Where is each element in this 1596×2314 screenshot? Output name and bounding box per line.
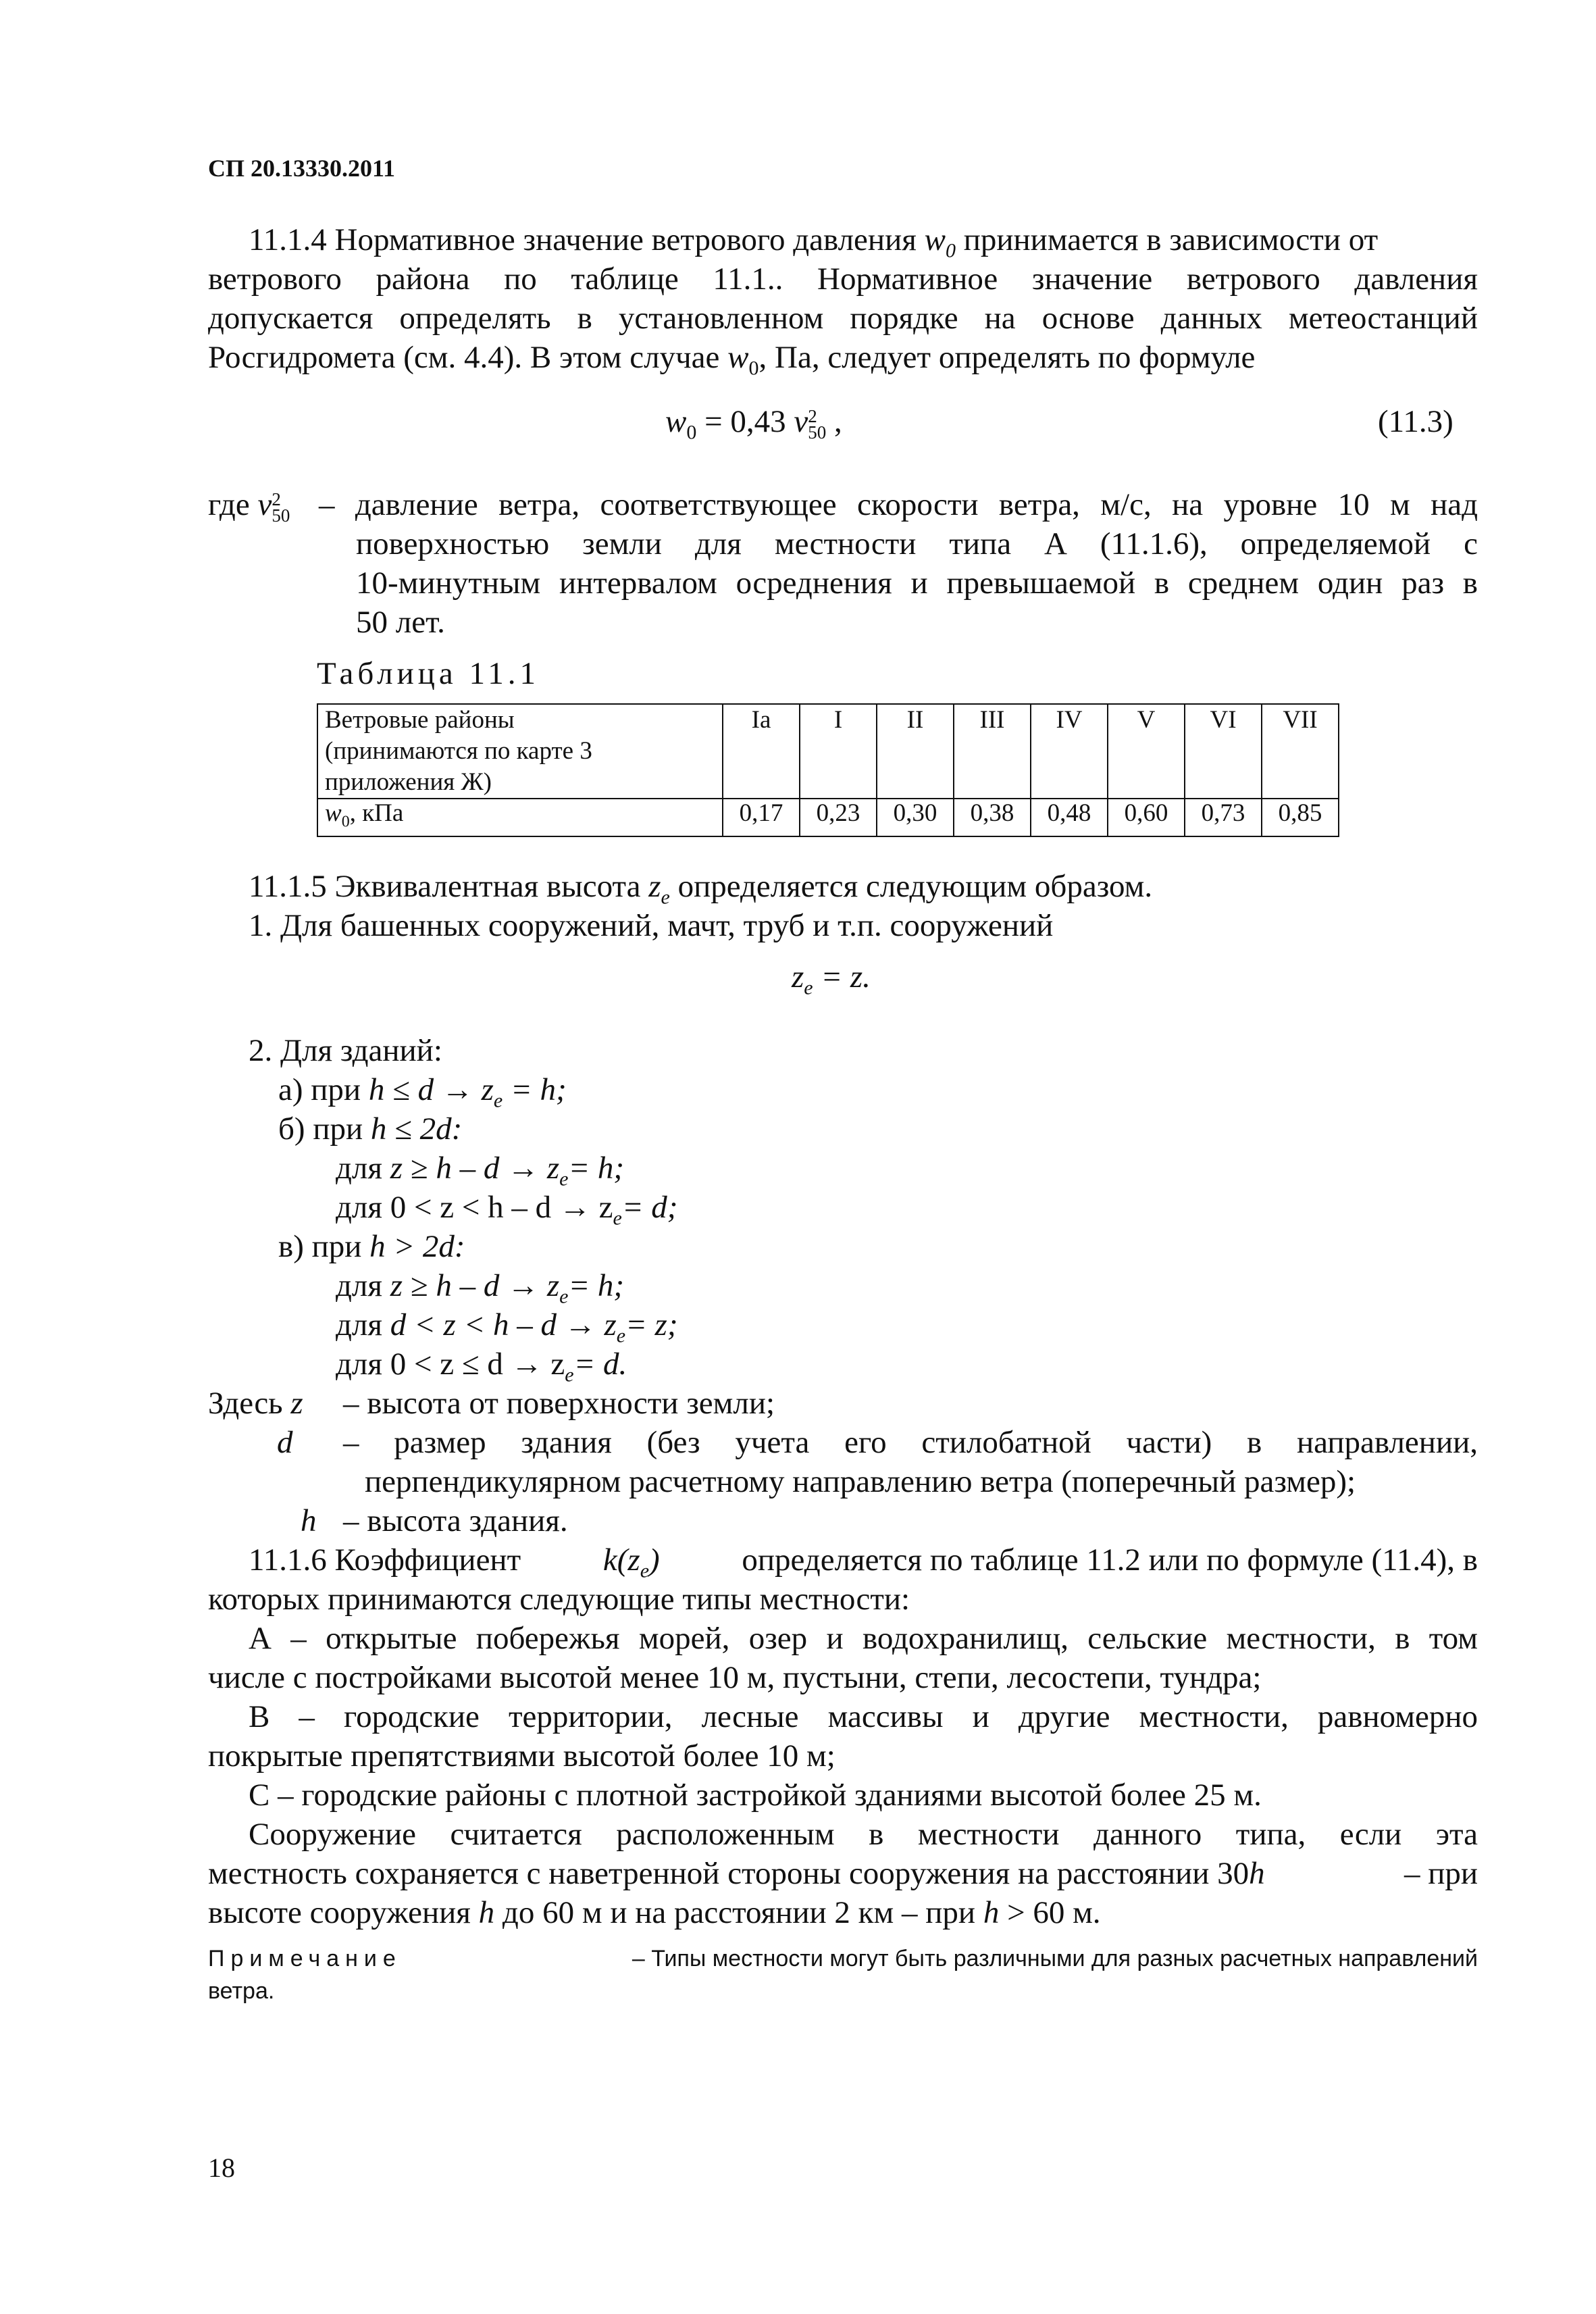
para-11-1-6-line1: 11.1.6 Коэффициент $k(z_e)$ определяется по таблице 11.2 или по формуле (11.4), в	[249, 1542, 1478, 1582]
formula-11-3: $w_0 = 0,43$ v 2 50 ,	[665, 404, 842, 444]
para-11-1-4-line2: ветрового района по таблице 11.1.. Нормативное значение ветрового давления	[208, 261, 1478, 297]
equation-ze-z: $z_e = z$.	[792, 959, 871, 999]
structure-line1: Сооружение считается расположенным в местности данного типа, если эта	[249, 1817, 1478, 1852]
case-c: в) при h > 2d:	[278, 1229, 465, 1264]
terrain-a-line1: А – открытые побережья морей, озер и водохранилищ, сельские местности, в том	[249, 1621, 1478, 1656]
structure-line3: высоте сооружения h до 60 м и на расстоянии 2 км – при h > 60 м.	[208, 1895, 1101, 1930]
table-value-row	[317, 799, 1339, 836]
terrain-c: С – городские районы с плотной застройкой зданиями высотой более 25 м.	[249, 1778, 1262, 1813]
para-11-1-4-line4: Росгидромета (см. 4.4). В этом случае $w_0$, Па, следует определять по формуле	[208, 340, 1256, 380]
value-cell: 0,23	[800, 799, 877, 836]
formula-number: (11.3)	[1378, 404, 1453, 439]
case-b-2: для $0 < z < h - d \to z_e= d$;	[336, 1190, 678, 1230]
def-d-symbol: d	[277, 1425, 293, 1460]
region-cell: VII	[1262, 704, 1339, 799]
note-line2: ветра.	[208, 1978, 275, 2004]
case-c-1: для $z \ge h - d \to z_e= h$;	[336, 1268, 625, 1308]
terrain-a-line2: числе с постройками высотой менее 10 м, пустыни, степи, лесостепи, тундра;	[208, 1660, 1262, 1695]
terrain-b-line2: покрытые препятствиями высотой более 10 м;	[208, 1738, 835, 1774]
item-2: 2. Для зданий:	[249, 1033, 442, 1068]
def-h-symbol: h	[301, 1503, 317, 1538]
region-cell: I	[800, 704, 877, 799]
def-h: – высота здания.	[343, 1503, 568, 1538]
value-cell: 0,60	[1108, 799, 1185, 836]
para-11-1-4-line1: 11.1.4 Нормативное значение ветрового давления $w_0$ принимается в зависимости от	[249, 222, 1379, 262]
value-cell: 0,73	[1185, 799, 1262, 836]
value-cell: 0,85	[1262, 799, 1339, 836]
note-line1	[208, 1946, 1478, 1972]
structure-line2: местность сохраняется с наветренной стороны сооружения на расстоянии 30h – при	[208, 1856, 1478, 1891]
def-z: – высота от поверхности земли;	[343, 1386, 775, 1421]
table-caption: Таблица 11.1	[317, 656, 540, 691]
case-a: а) при $h \le d \to z_e = h$;	[278, 1072, 567, 1112]
region-cell: Ia	[723, 704, 800, 799]
item-1: 1. Для башенных сооружений, мачт, труб и т.п. сооружений	[249, 908, 1054, 943]
where-line1: – давление ветра, соответствующее скорости ветра, м/с, на уровне 10 м над	[319, 487, 1478, 522]
para-11-1-6-line2: которых принимаются следующие типы местности:	[208, 1582, 910, 1617]
case-b-1: для $z \ge h - d \to z_e= h$;	[336, 1151, 625, 1190]
region-cell: IV	[1031, 704, 1108, 799]
document-code: СП 20.13330.2011	[208, 155, 396, 182]
para-11-1-4-line3: допускается определять в установленном порядке на основе данных метеостанций	[208, 301, 1478, 336]
table-header-row	[317, 704, 1339, 799]
note-text: – Типы местности могут быть различными для разных расчетных направлений	[632, 1946, 1478, 1971]
where-line2: поверхностью земли для местности типа А (11.1.6), определяемой с	[356, 526, 1478, 561]
para-11-1-5: 11.1.5 Эквивалентная высота $z_e$ определяется следующим образом.	[249, 869, 1153, 909]
value-cell: 0,17	[723, 799, 800, 836]
value-cell: 0,30	[877, 799, 954, 836]
case-b: б) при h ≤ 2d:	[278, 1111, 463, 1147]
wind-pressure-table	[317, 703, 1339, 837]
region-cell: III	[954, 704, 1031, 799]
page-number: 18	[208, 2153, 235, 2183]
table-header-cell: Ветровые районы (принимаются по карте 3 приложения Ж)	[317, 704, 723, 799]
note-label: Примечание	[208, 1946, 402, 1971]
region-cell: V	[1108, 704, 1185, 799]
where-lead: где v 2 50	[208, 487, 290, 526]
region-cell: II	[877, 704, 954, 799]
where-line3: 10-минутным интервалом осреднения и превышаемой в среднем один раз в	[356, 565, 1478, 601]
value-cell: 0,48	[1031, 799, 1108, 836]
where-line4: 50 лет.	[356, 605, 445, 640]
case-c-2: для $d < z < h - d \to z_e= z$;	[336, 1307, 678, 1347]
def-d-line1: – размер здания (без учета его стилобатной части) в направлении,	[343, 1425, 1478, 1460]
def-here: Здесь z	[208, 1386, 303, 1421]
row-label-cell: $w_0$, кПа	[317, 799, 723, 836]
value-cell: 0,38	[954, 799, 1031, 836]
def-d-line2: перпендикулярном расчетному направлению ветра (поперечный размер);	[365, 1464, 1356, 1499]
terrain-b-line1: В – городские территории, лесные массивы и другие местности, равномерно	[249, 1699, 1478, 1734]
region-cell: VI	[1185, 704, 1262, 799]
case-c-3: для $0 < z \le d \to z_e= d$.	[336, 1347, 627, 1386]
